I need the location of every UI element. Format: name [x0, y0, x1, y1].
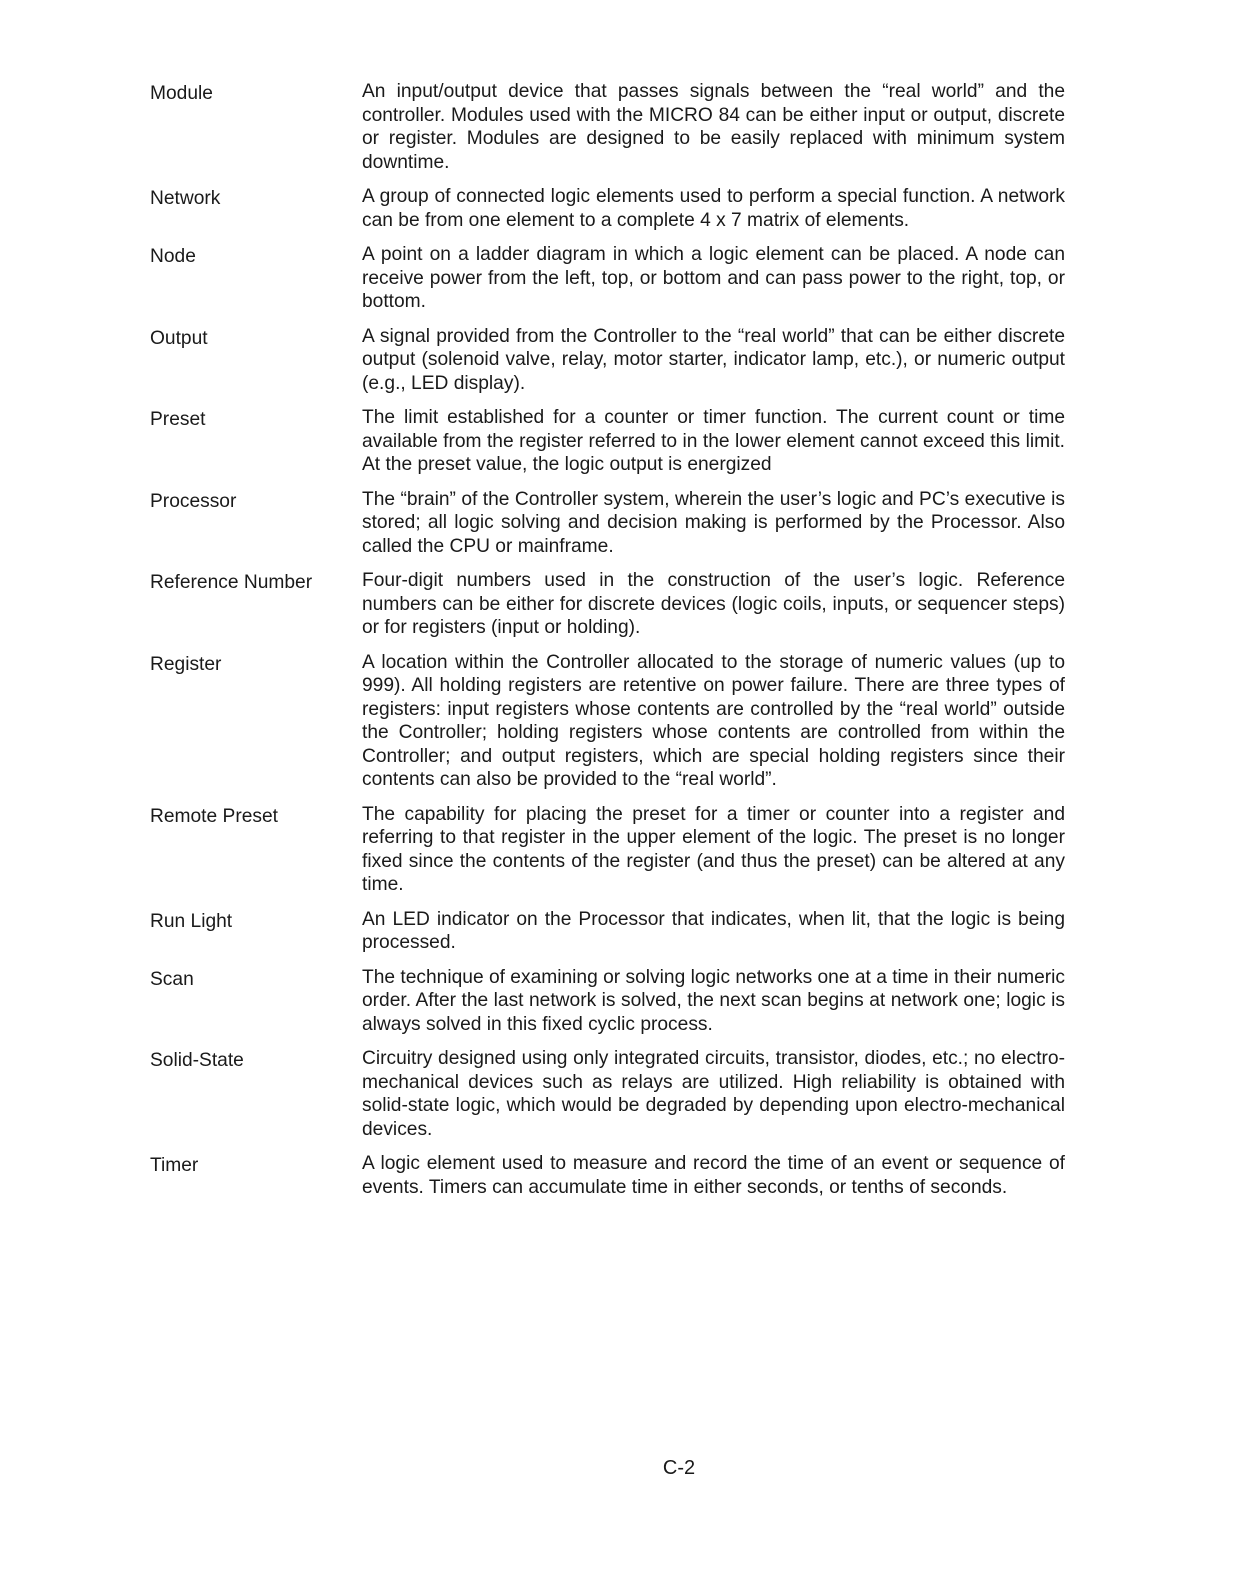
glossary-definition: The “brain” of the Controller system, wherein the user’s logic and PC’s executive is stored; all logic solving and decision making is performed by the Processor. Also called the CPU or mainframe. — [362, 488, 1065, 557]
glossary-entry-output — [150, 325, 1065, 396]
glossary-definition: Four-digit numbers used in the construction of the user’s logic. Reference numbers can be either for discrete devices (logic coils, inputs, or sequencer steps) or for registers (input or holding). — [362, 570, 1065, 638]
glossary-entry-processor — [150, 488, 1065, 559]
glossary-entry-network — [150, 185, 1065, 232]
glossary-term: Solid-State — [150, 1050, 244, 1071]
glossary-list — [150, 80, 1065, 1210]
glossary-term: Register — [150, 653, 222, 675]
glossary-entry-reference-number — [150, 569, 1065, 640]
page-number: C-2 — [662, 1457, 696, 1479]
glossary-term: Output — [150, 327, 208, 349]
glossary-entry-run-light — [150, 908, 1065, 955]
glossary-entry-timer — [150, 1152, 1065, 1199]
glossary-entry-solid-state — [150, 1047, 1065, 1141]
glossary-definition: Circuitry designed using only integrated circuits, transistor, diodes, etc.; no electro-mechanical devices such as relays are utilized. High reliability is obtained with solid-state logic, which would be degraded by depending upon electro-mechanical devices. — [362, 1048, 1065, 1140]
glossary-entry-module — [150, 80, 1065, 174]
glossary-definition: A signal provided from the Controller to the “real world” that can be either discrete output (solenoid valve, relay, motor starter, indicator lamp, etc.), or numeric output (e.g., LED display). — [362, 325, 1065, 394]
glossary-entry-scan — [150, 966, 1065, 1037]
glossary-term: Processor — [150, 490, 237, 512]
glossary-definition: The capability for placing the preset for a timer or counter into a register and referring to that register in the upper element of the logic. The preset is no longer fixed since the contents of the register (and thus the preset) can be altered at any time. — [362, 803, 1065, 895]
glossary-definition: An LED indicator on the Processor that indicates, when lit, that the logic is being processed. — [362, 908, 1065, 953]
glossary-term: Node — [150, 246, 196, 267]
glossary-definition: A group of connected logic elements used to perform a special function. A network can be from one element to a complete 4 x 7 matrix of elements. — [362, 186, 1065, 231]
glossary-term: Module — [150, 83, 213, 104]
glossary-definition: A logic element used to measure and record the time of an event or sequence of events. Timers can accumulate time in either seconds, or tenths of seconds. — [362, 1153, 1065, 1198]
glossary-definition: The technique of examining or solving logic networks one at a time in their numeric order. After the last network is solved, the next scan begins at network one; logic is always solved in this fixed cyclic process. — [362, 966, 1065, 1035]
glossary-definition: The limit established for a counter or timer function. The current count or time available from the register referred to in the lower element cannot exceed this limit. At the preset value, the logic output is energized — [362, 407, 1065, 475]
glossary-definition: A point on a ladder diagram in which a logic element can be placed. A node can receive power from the left, top, or bottom and can pass power to the right, top, or bottom. — [362, 244, 1065, 312]
glossary-entry-register — [150, 651, 1065, 792]
glossary-term: Run Light — [150, 910, 233, 932]
glossary-term: Reference Number — [150, 572, 313, 593]
glossary-entry-node — [150, 243, 1065, 314]
glossary-definition: A location within the Controller allocated to the storage of numeric values (up to 999). All holding registers are retentive on power failure. There are three types of registers: input registers whose contents are controlled by the “real world” outside the Controller; holding registers whose contents are controlled from within the Controller; and output registers, which are special holding registers since their contents can also be provided to the “real world”. — [362, 651, 1065, 790]
glossary-term: Preset — [150, 409, 206, 430]
glossary-term: Scan — [150, 968, 194, 990]
glossary-entry-preset — [150, 406, 1065, 477]
glossary-definition: An input/output device that passes signals between the “real world” and the controller. Modules used with the MICRO 84 can be either input or output, discrete or register. Modules are designed to be easily replaced with minimum system downtime. — [362, 81, 1065, 173]
glossary-term: Network — [150, 188, 221, 209]
glossary-term: Timer — [150, 1155, 199, 1176]
glossary-entry-remote-preset — [150, 803, 1065, 897]
glossary-term: Remote Preset — [150, 805, 278, 827]
